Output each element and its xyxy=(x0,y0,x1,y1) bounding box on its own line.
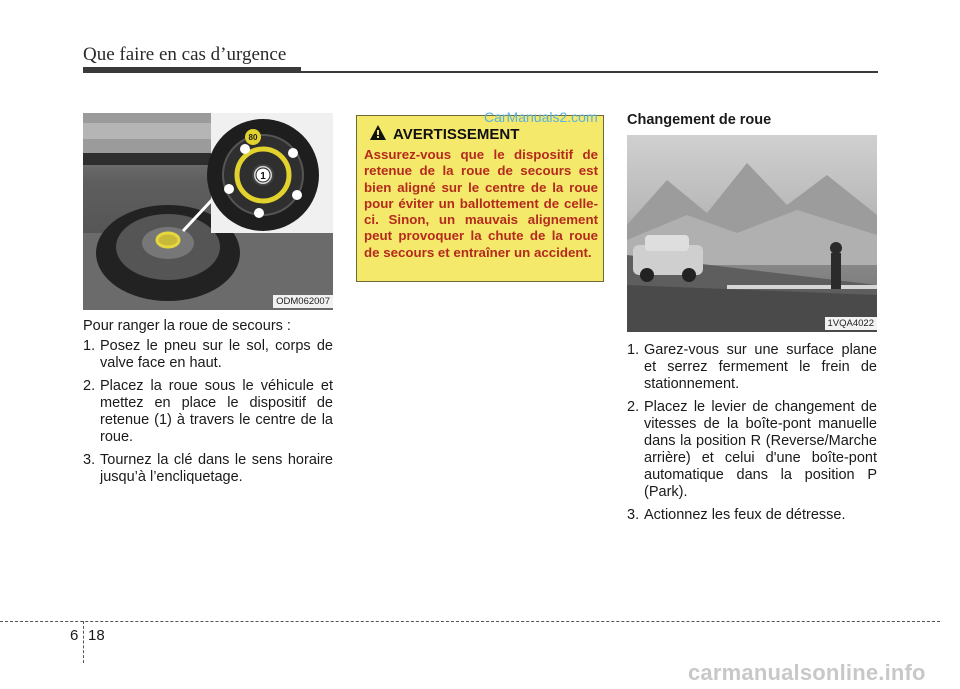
list-item: 1. Garez-vous sur une surface plane et serrez fermement le frein de stationnement. xyxy=(627,342,877,392)
photo-code-right: 1VQA4022 xyxy=(825,317,877,330)
list-item: 2. Placez la roue sous le véhicule et mettez en place le dispositif de retenue (1) à travers le centre de la roue. xyxy=(83,378,333,445)
roadside-illustration xyxy=(627,135,877,332)
footer-rule xyxy=(0,621,940,622)
header-rule xyxy=(83,71,878,73)
left-step-list xyxy=(83,338,333,492)
chapter-number: 6 xyxy=(70,627,79,644)
footer-divider xyxy=(83,621,84,663)
warning-box xyxy=(356,115,604,282)
callout-number: 1 xyxy=(260,171,266,182)
spare-wheel-illustration xyxy=(83,113,333,310)
spare-wheel-photo xyxy=(83,113,333,310)
page-header-title: Que faire en cas d’urgence xyxy=(83,44,287,65)
list-item: 3. Actionnez les feux de détresse. xyxy=(627,507,846,523)
tire-change-photo xyxy=(627,135,877,332)
photo-code-left: ODM062007 xyxy=(273,295,333,308)
watermark-bottom: carmanualsonline.info xyxy=(688,660,926,685)
list-item: 3. Tournez la clé dans le sens horaire jusqu’à l’encliquetage. xyxy=(83,452,333,485)
watermark-top: CarManuals2.com xyxy=(484,109,598,125)
list-item: 2. Placez le levier de changement de vitesses de la boîte-pont manuelle dans la position R (Reverse/Marche arrière) et celui d'une boîte-pont automatique dans la position P (Park). xyxy=(627,399,877,500)
warning-triangle-icon xyxy=(369,124,387,141)
left-intro: Pour ranger la roue de secours : xyxy=(83,318,291,334)
warning-title: AVERTISSEMENT xyxy=(393,126,520,143)
warning-text: Assurez-vous que le dispositif de retenue de la roue de secours est bien aligné sur le centre de la roue pour éviter un ballottement de celle-ci. Sinon, un mauvais alignement peut provoquer la chute de la roue de secours et entraîner un accident. xyxy=(364,147,598,260)
right-step-list xyxy=(627,342,877,530)
page-number: 18 xyxy=(88,627,105,644)
section-title: Changement de roue xyxy=(627,112,772,128)
callout-label-80: 80 xyxy=(248,133,258,142)
list-item: 1. Posez le pneu sur le sol, corps de valve face en haut. xyxy=(83,338,333,371)
